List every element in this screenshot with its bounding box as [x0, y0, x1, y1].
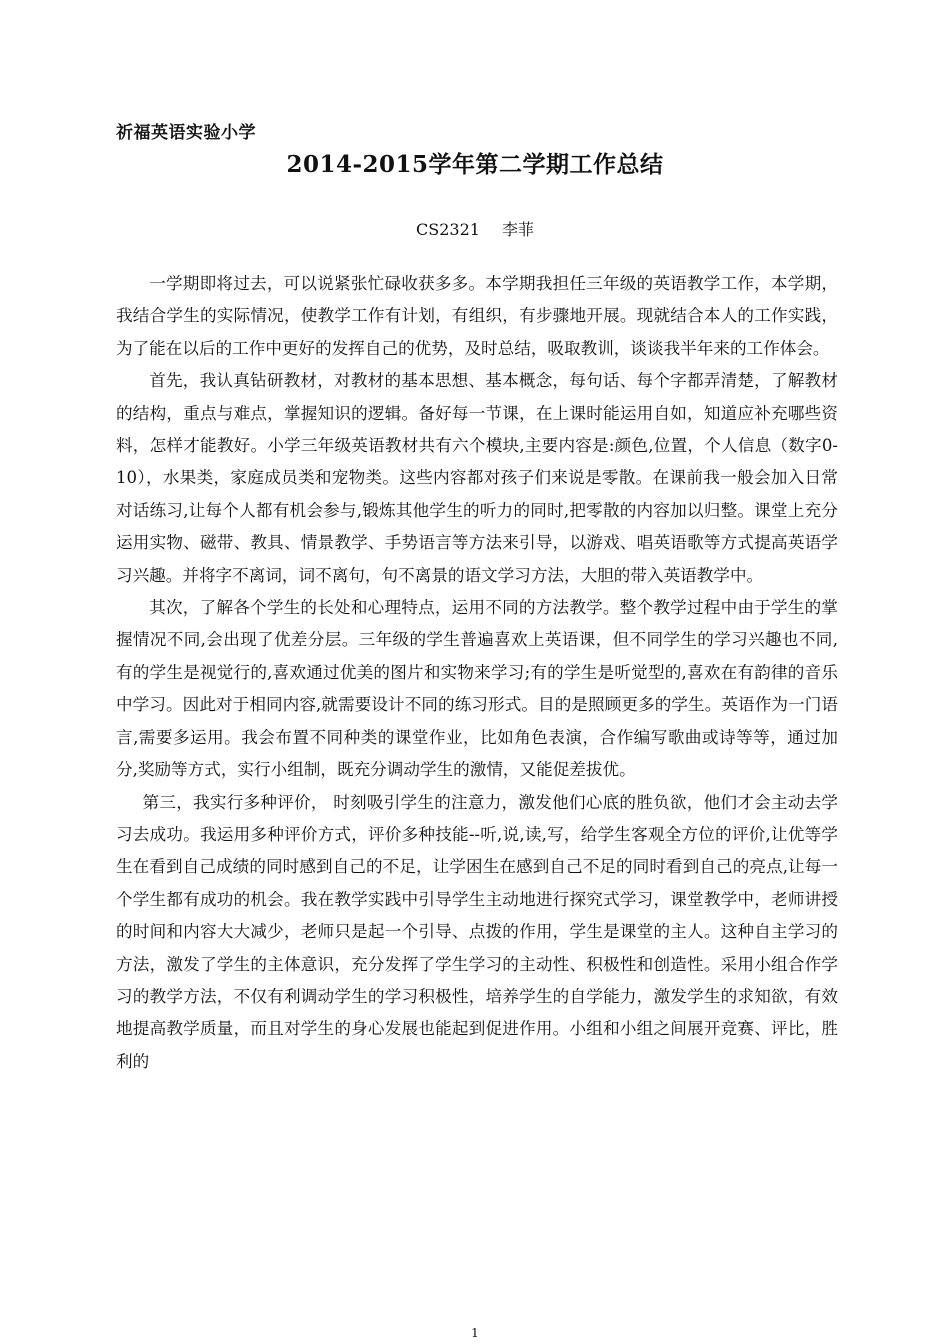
paragraph-second: 其次，了解各个学生的长处和心理特点，运用不同的方法教学。整个教学过程中由于学生的掌握情况不同,会出现了优差分层。三年级的学生普遍喜欢上英语课，但不同学生的学习兴趣也不同,有的学生是视觉行的,喜欢通过优美的图片和实物来学习;有的学生是听觉型的,喜欢在有韵律的音乐中学习。因此对于相同内容,就需要设计不同的练习形式。目的是照顾更多的学生。英语作为一门语言,需要多运用。我会布置不同种类的课堂作业，比如角色表演，合作编写歌曲或诗等等，通过加分,奖励等方式，实行小组制，既充分调动学生的激情，又能促差拔优。	[116, 598, 838, 780]
paragraph-third: 第三，我实行多种评价， 时刻吸引学生的注意力，激发他们心底的胜负欲，他们才会主动去学习去成功。我运用多种评价方式，评价多种技能--听,说,读,写，给学生客观全方位的评价,让优等学生在看到自己成绩的同时感到自己的不足，让学困生在感到自己不足的同时看到自己的亮点,让每一个学生都有成功的机会。我在教学实践中引导学生主动地进行探究式学习，课堂教学中，老师讲授的时间和内容大大减少，老师只是起一个引导、点拨的作用，学生是课堂的主人。这种自主学习的方法，激发了学生的主体意识，充分发挥了学生学习的主动性、积极性和创造性。采用小组合作学习的教学方法，不仅有利调动学生的学习积极性，培养学生的自学能力，激发学生的求知欲，有效地提高教学质量，而且对学生的身心发展也能起到促进作用。小组和小组之间展开竞赛、评比，胜利的	[116, 792, 838, 1071]
author-line	[0, 217, 950, 240]
author-code: CS2321	[416, 220, 480, 239]
document-body	[116, 268, 838, 1078]
document-title: 2014-2015学年第二学期工作总结	[286, 151, 664, 178]
school-name: 祈福英语实验小学	[116, 123, 256, 143]
paragraph-intro: 一学期即将过去，可以说紧张忙碌收获多多。本学期我担任三年级的英语教学工作，本学期，我结合学生的实际情况，使教学工作有计划，有组织，有步骤地开展。现就结合本人的工作实践，为了能在以后的工作中更好的发挥自己的优势，及时总结，吸取教训，谈谈我半年来的工作体会。	[116, 274, 838, 358]
paragraph-first: 首先，我认真钻研教材，对教材的基本思想、基本概念，每句话、每个字都弄清楚，了解教材的结构，重点与难点，掌握知识的逻辑。备好每一节课，在上课时能运用自如，知道应补充哪些资料，怎样才能教好。小学三年级英语教材共有六个模块,主要内容是:颜色,位置，个人信息（数字0-10），水果类，家庭成员类和宠物类。这些内容都对孩子们来说是零散。在课前我一般会加入日常对话练习,让每个人都有机会参与,锻炼其他学生的听力的同时,把零散的内容加以归整。课堂上充分运用实物、磁带、教具、情景教学、手势语言等方法来引导，以游戏、唱英语歌等方式提高英语学习兴趣。并将字不离词，词不离句，句不离景的语文学习方法，大胆的带入英语教学中。	[116, 371, 838, 585]
page-number: 1	[471, 1326, 479, 1340]
author-name: 李菲	[501, 220, 534, 239]
